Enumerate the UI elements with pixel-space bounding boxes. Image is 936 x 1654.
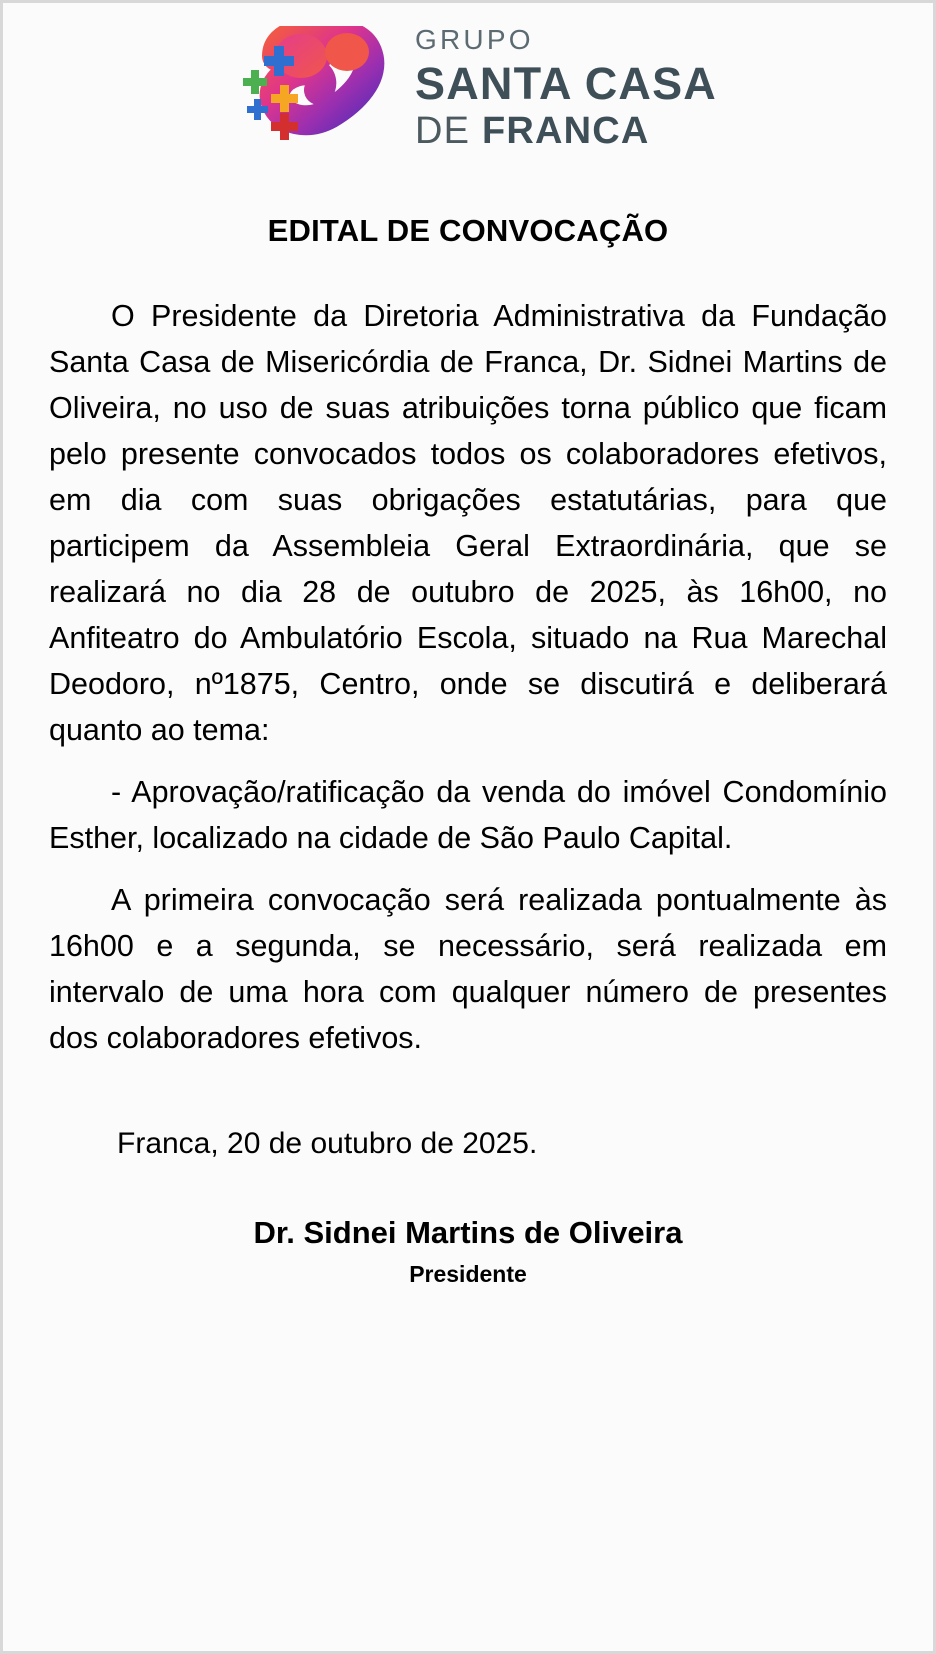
logo-header — [49, 3, 887, 153]
page-title: EDITAL DE CONVOCAÇÃO — [267, 213, 669, 248]
paragraph-convocation: O Presidente da Diretoria Administrativa da Fundação Santa Casa de Misericórdia de Franca, Dr. Sidnei Martins de Oliveira, no uso de suas atribuições torna público que ficam pelo presente convocados todos os colaboradores efetivos, em dia com suas obrigações estatutárias, para que participem da Assembleia Geral Extraordinária, que se realizará no dia 28 de outubro de 2025, às 16h00, no Anfiteatro do Ambulatório Escola, situado na Rua Marechal Deodoro, nº1875, Centro, onde se discutirá e deliberará quanto ao tema: — [49, 299, 887, 747]
signature-name: Dr. Sidnei Martins de Oliveira — [253, 1215, 683, 1250]
paragraph-quorum: A primeira convocação será realizada pontualmente às 16h00 e a segunda, se necessário, será realizada em intervalo de uma hora com qualquer número de presentes dos colaboradores efetivos. — [49, 883, 887, 1055]
logo-de: DE — [415, 110, 482, 152]
logo-line-santa-casa: SANTA CASA — [415, 58, 717, 109]
logo-wordmark — [415, 26, 717, 150]
logo-franca: FRANCA — [481, 110, 650, 152]
santa-casa-heart-logo-icon — [219, 26, 389, 151]
paragraph-agenda-item: - Aprovação/ratificação da venda do imóvel Condomínio Esther, localizado na cidade de São Paulo Capital. — [49, 775, 887, 855]
signature-role: Presidente — [409, 1261, 527, 1287]
document-content — [3, 3, 933, 1651]
logo-line-grupo: GRUPO — [415, 24, 534, 55]
logo-line-de-franca — [415, 112, 650, 150]
place-and-date: Franca, 20 de outubro de 2025. — [117, 1127, 538, 1160]
